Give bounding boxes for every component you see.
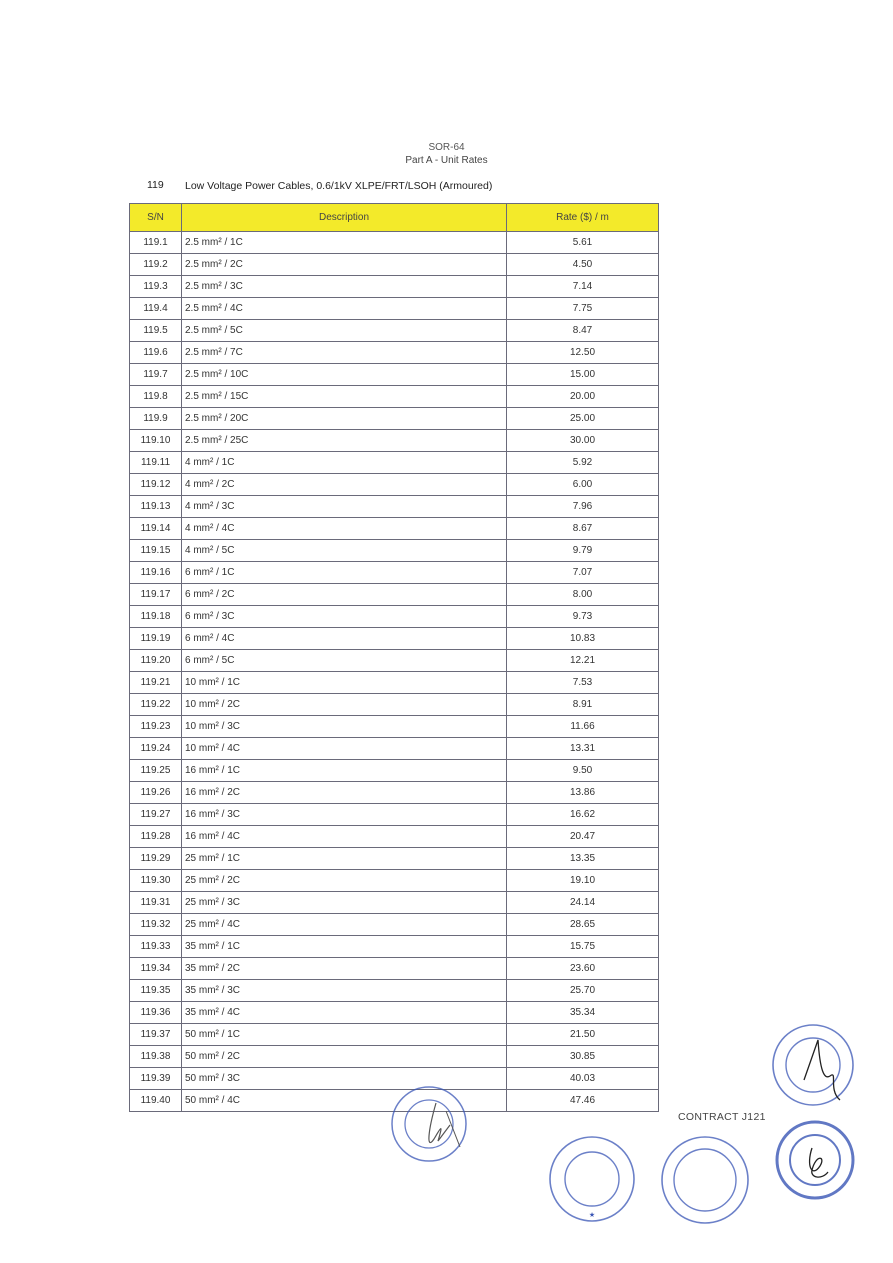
row-description: 16 mm² / 3C <box>182 804 507 826</box>
table-row <box>130 782 659 804</box>
row-sn: 119.4 <box>130 298 182 320</box>
table-row <box>130 1024 659 1046</box>
column-header-rate: Rate ($) / m <box>507 204 659 232</box>
row-rate: 8.91 <box>507 694 659 716</box>
row-rate: 15.75 <box>507 936 659 958</box>
row-sn: 119.11 <box>130 452 182 474</box>
row-rate: 9.73 <box>507 606 659 628</box>
row-sn: 119.10 <box>130 430 182 452</box>
row-description: 35 mm² / 1C <box>182 936 507 958</box>
row-sn: 119.26 <box>130 782 182 804</box>
table-row <box>130 364 659 386</box>
row-rate: 13.31 <box>507 738 659 760</box>
table-row <box>130 408 659 430</box>
row-description: 10 mm² / 4C <box>182 738 507 760</box>
row-rate: 25.70 <box>507 980 659 1002</box>
company-seal-icon <box>658 1133 752 1227</box>
row-sn: 119.18 <box>130 606 182 628</box>
row-sn: 119.32 <box>130 914 182 936</box>
row-description: 2.5 mm² / 25C <box>182 430 507 452</box>
row-description: 4 mm² / 3C <box>182 496 507 518</box>
row-rate: 25.00 <box>507 408 659 430</box>
row-description: 2.5 mm² / 15C <box>182 386 507 408</box>
row-sn: 119.15 <box>130 540 182 562</box>
row-sn: 119.31 <box>130 892 182 914</box>
row-description: 6 mm² / 4C <box>182 628 507 650</box>
row-description: 35 mm² / 4C <box>182 1002 507 1024</box>
table-row <box>130 914 659 936</box>
row-sn: 119.25 <box>130 760 182 782</box>
row-rate: 9.50 <box>507 760 659 782</box>
row-rate: 7.53 <box>507 672 659 694</box>
column-header-sn: S/N <box>130 204 182 232</box>
row-sn: 119.19 <box>130 628 182 650</box>
row-rate: 20.47 <box>507 826 659 848</box>
table-row <box>130 342 659 364</box>
row-description: 25 mm² / 4C <box>182 914 507 936</box>
row-rate: 4.50 <box>507 254 659 276</box>
row-rate: 10.83 <box>507 628 659 650</box>
table-row <box>130 804 659 826</box>
row-rate: 12.21 <box>507 650 659 672</box>
row-description: 2.5 mm² / 3C <box>182 276 507 298</box>
row-sn: 119.3 <box>130 276 182 298</box>
table-row <box>130 848 659 870</box>
row-rate: 47.46 <box>507 1090 659 1112</box>
row-rate: 7.75 <box>507 298 659 320</box>
table-row <box>130 386 659 408</box>
table-row <box>130 694 659 716</box>
table-row <box>130 958 659 980</box>
table-row <box>130 738 659 760</box>
company-seal-icon <box>546 1133 638 1225</box>
row-rate: 13.35 <box>507 848 659 870</box>
table-row <box>130 232 659 254</box>
row-rate: 6.00 <box>507 474 659 496</box>
row-sn: 119.14 <box>130 518 182 540</box>
table-row <box>130 606 659 628</box>
row-sn: 119.34 <box>130 958 182 980</box>
row-description: 2.5 mm² / 20C <box>182 408 507 430</box>
table-row <box>130 826 659 848</box>
table-row <box>130 980 659 1002</box>
table-row <box>130 474 659 496</box>
row-description: 2.5 mm² / 5C <box>182 320 507 342</box>
row-rate: 8.67 <box>507 518 659 540</box>
table-row <box>130 452 659 474</box>
row-sn: 119.12 <box>130 474 182 496</box>
row-rate: 12.50 <box>507 342 659 364</box>
table-row <box>130 540 659 562</box>
row-sn: 119.29 <box>130 848 182 870</box>
row-rate: 8.47 <box>507 320 659 342</box>
row-description: 6 mm² / 1C <box>182 562 507 584</box>
row-rate: 30.85 <box>507 1046 659 1068</box>
row-sn: 119.28 <box>130 826 182 848</box>
row-description: 10 mm² / 3C <box>182 716 507 738</box>
table-row <box>130 496 659 518</box>
row-description: 16 mm² / 1C <box>182 760 507 782</box>
row-description: 2.5 mm² / 7C <box>182 342 507 364</box>
company-seal-icon <box>768 1020 858 1110</box>
row-sn: 119.2 <box>130 254 182 276</box>
row-sn: 119.9 <box>130 408 182 430</box>
row-description: 2.5 mm² / 10C <box>182 364 507 386</box>
contract-label: CONTRACT J121 <box>678 1111 766 1123</box>
row-rate: 16.62 <box>507 804 659 826</box>
row-rate: 21.50 <box>507 1024 659 1046</box>
row-description: 10 mm² / 2C <box>182 694 507 716</box>
row-description: 2.5 mm² / 2C <box>182 254 507 276</box>
row-description: 4 mm² / 1C <box>182 452 507 474</box>
table-row <box>130 254 659 276</box>
row-rate: 8.00 <box>507 584 659 606</box>
company-seal-icon <box>388 1081 478 1167</box>
table-row <box>130 672 659 694</box>
table-row <box>130 584 659 606</box>
row-rate: 9.79 <box>507 540 659 562</box>
row-rate: 11.66 <box>507 716 659 738</box>
row-rate: 5.61 <box>507 232 659 254</box>
row-rate: 24.14 <box>507 892 659 914</box>
row-rate: 30.00 <box>507 430 659 452</box>
table-row <box>130 760 659 782</box>
row-sn: 119.24 <box>130 738 182 760</box>
row-rate: 7.14 <box>507 276 659 298</box>
row-description: 25 mm² / 1C <box>182 848 507 870</box>
row-rate: 7.07 <box>507 562 659 584</box>
row-sn: 119.36 <box>130 1002 182 1024</box>
row-sn: 119.27 <box>130 804 182 826</box>
table-row <box>130 936 659 958</box>
row-description: 50 mm² / 2C <box>182 1046 507 1068</box>
section-number: 119 <box>147 179 164 191</box>
row-description: 2.5 mm² / 1C <box>182 232 507 254</box>
section-title: Low Voltage Power Cables, 0.6/1kV XLPE/FRT/LSOH (Armoured) <box>185 180 493 192</box>
row-rate: 5.92 <box>507 452 659 474</box>
row-description: 25 mm² / 3C <box>182 892 507 914</box>
row-description: 2.5 mm² / 4C <box>182 298 507 320</box>
row-sn: 119.33 <box>130 936 182 958</box>
document-code: SOR-64 <box>428 142 465 153</box>
row-sn: 119.8 <box>130 386 182 408</box>
row-sn: 119.23 <box>130 716 182 738</box>
table-row <box>130 628 659 650</box>
table-row <box>130 716 659 738</box>
row-sn: 119.39 <box>130 1068 182 1090</box>
row-sn: 119.22 <box>130 694 182 716</box>
row-description: 6 mm² / 2C <box>182 584 507 606</box>
company-seal-icon <box>772 1120 858 1200</box>
table-header-row <box>130 204 659 232</box>
row-description: 35 mm² / 3C <box>182 980 507 1002</box>
row-sn: 119.40 <box>130 1090 182 1112</box>
row-rate: 7.96 <box>507 496 659 518</box>
rates-table <box>129 203 659 1112</box>
row-description: 35 mm² / 2C <box>182 958 507 980</box>
row-sn: 119.17 <box>130 584 182 606</box>
row-sn: 119.13 <box>130 496 182 518</box>
row-description: 6 mm² / 3C <box>182 606 507 628</box>
table-row <box>130 1002 659 1024</box>
row-sn: 119.7 <box>130 364 182 386</box>
row-sn: 119.20 <box>130 650 182 672</box>
row-sn: 119.6 <box>130 342 182 364</box>
table-row <box>130 892 659 914</box>
table-row <box>130 430 659 452</box>
row-rate: 20.00 <box>507 386 659 408</box>
table-row <box>130 276 659 298</box>
row-sn: 119.38 <box>130 1046 182 1068</box>
row-description: 50 mm² / 4C <box>182 1090 507 1112</box>
row-sn: 119.30 <box>130 870 182 892</box>
row-rate: 40.03 <box>507 1068 659 1090</box>
table-row <box>130 298 659 320</box>
row-description: 4 mm² / 2C <box>182 474 507 496</box>
row-description: 6 mm² / 5C <box>182 650 507 672</box>
table-row <box>130 562 659 584</box>
row-description: 4 mm² / 4C <box>182 518 507 540</box>
row-sn: 119.16 <box>130 562 182 584</box>
row-rate: 15.00 <box>507 364 659 386</box>
row-rate: 13.86 <box>507 782 659 804</box>
row-description: 25 mm² / 2C <box>182 870 507 892</box>
row-description: 16 mm² / 2C <box>182 782 507 804</box>
column-header-description: Description <box>182 204 507 232</box>
document-subtitle: Part A - Unit Rates <box>405 155 488 166</box>
row-sn: 119.1 <box>130 232 182 254</box>
table-row <box>130 870 659 892</box>
row-description: 50 mm² / 3C <box>182 1068 507 1090</box>
row-rate: 35.34 <box>507 1002 659 1024</box>
row-sn: 119.35 <box>130 980 182 1002</box>
table-row <box>130 320 659 342</box>
table-row <box>130 1046 659 1068</box>
svg-text:★: ★ <box>588 1212 596 1219</box>
row-description: 50 mm² / 1C <box>182 1024 507 1046</box>
table-row <box>130 518 659 540</box>
row-rate: 23.60 <box>507 958 659 980</box>
row-rate: 28.65 <box>507 914 659 936</box>
row-sn: 119.37 <box>130 1024 182 1046</box>
table-body <box>130 232 659 1112</box>
row-description: 16 mm² / 4C <box>182 826 507 848</box>
row-description: 4 mm² / 5C <box>182 540 507 562</box>
table-row <box>130 650 659 672</box>
row-rate: 19.10 <box>507 870 659 892</box>
row-description: 10 mm² / 1C <box>182 672 507 694</box>
row-sn: 119.21 <box>130 672 182 694</box>
row-sn: 119.5 <box>130 320 182 342</box>
